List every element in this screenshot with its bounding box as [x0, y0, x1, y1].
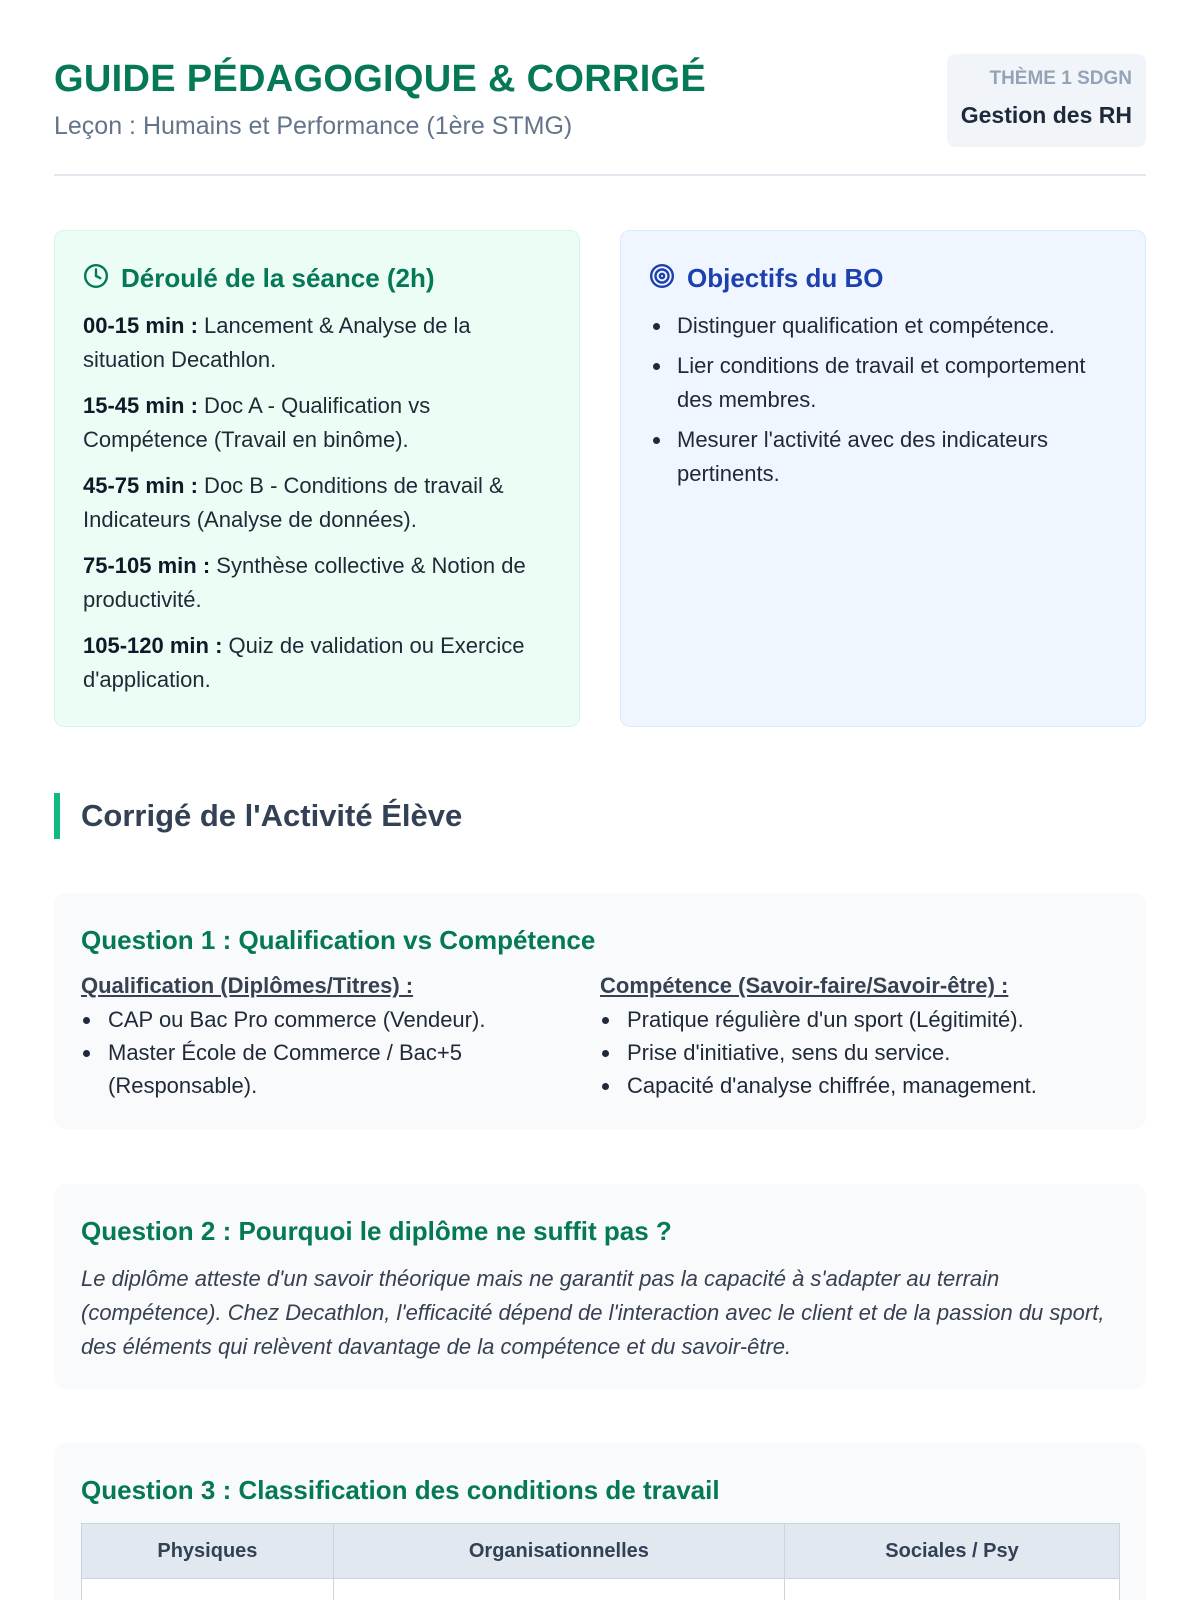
- table-header-cell: Organisationnelles: [333, 1524, 784, 1579]
- page-title: GUIDE PÉDAGOGIQUE & CORRIGÉ: [54, 58, 707, 100]
- schedule-card-header: [83, 261, 551, 295]
- theme-value: Gestion des RH: [960, 102, 1132, 128]
- schedule-time: 105-120 min :: [83, 633, 223, 658]
- schedule-item: [83, 469, 551, 537]
- schedule-text: Synthèse collective & Notion de productivité.: [83, 553, 526, 612]
- table-header-row: [82, 1524, 1120, 1579]
- info-cards: [54, 230, 1146, 727]
- schedule-list: [83, 309, 551, 697]
- table-cell: [82, 1579, 334, 1600]
- objectives-list: [649, 309, 1117, 491]
- competence-list: [600, 1003, 1119, 1102]
- question-1-columns: [81, 971, 1119, 1102]
- list-item: Pratique régulière d'un sport (Légitimité).: [600, 1003, 1119, 1036]
- page-subtitle: Leçon : Humains et Performance (1ère STMG): [54, 112, 573, 140]
- objectives-card-header: [649, 261, 1117, 295]
- schedule-item: [83, 389, 551, 457]
- schedule-card: [54, 230, 580, 727]
- list-item: Master École de Commerce / Bac+5 (Responsable).: [81, 1036, 600, 1102]
- clock-icon: [83, 263, 109, 294]
- qualification-list: [81, 1003, 600, 1102]
- list-item: Prise d'initiative, sens du service.: [600, 1036, 1119, 1069]
- schedule-card-title: Déroulé de la séance (2h): [121, 263, 435, 293]
- page-header: [54, 0, 1146, 176]
- section-title: Corrigé de l'Activité Élève: [81, 798, 463, 833]
- schedule-text: Lancement & Analyse de la situation Decathlon.: [83, 313, 471, 372]
- theme-badge: [947, 54, 1146, 147]
- schedule-item: [83, 629, 551, 697]
- conditions-table: [81, 1523, 1120, 1600]
- table-header-cell: Sociales / Psy: [785, 1524, 1120, 1579]
- schedule-item: [83, 309, 551, 377]
- question-2-card: [54, 1184, 1146, 1389]
- qualification-column: [81, 971, 600, 1102]
- theme-kicker: THÈME 1 SDGN: [989, 68, 1132, 89]
- schedule-text: Quiz de validation ou Exercice d'application.: [83, 633, 525, 692]
- table-header-cell: Physiques: [82, 1524, 334, 1579]
- table-row: [82, 1579, 1120, 1600]
- schedule-time: 00-15 min :: [83, 313, 198, 338]
- competence-column: [600, 971, 1119, 1102]
- schedule-text: Doc B - Conditions de travail & Indicateurs (Analyse de données).: [83, 473, 504, 532]
- objectives-card-title: Objectifs du BO: [687, 263, 884, 293]
- target-icon: [649, 263, 675, 294]
- table-cell: [333, 1579, 784, 1600]
- objective-item: Mesurer l'activité avec des indicateurs pertinents.: [649, 423, 1117, 491]
- list-item: Capacité d'analyse chiffrée, management.: [600, 1069, 1119, 1102]
- table-cell: [785, 1579, 1120, 1600]
- schedule-item: [83, 549, 551, 617]
- question-1-title: Question 1 : Qualification vs Compétence: [81, 925, 596, 955]
- list-item: CAP ou Bac Pro commerce (Vendeur).: [81, 1003, 600, 1036]
- objectives-card: [620, 230, 1146, 727]
- objective-item: Distinguer qualification et compétence.: [649, 309, 1117, 343]
- question-2-answer: Le diplôme atteste d'un savoir théorique mais ne garantit pas la capacité à s'adapter au terrain (compétence). Chez Decathlon, l'efficacité dépend de l'interaction avec le client et de la passion du sport, des éléments qui relèvent davantage de la compétence et du savoir-être.: [81, 1266, 1105, 1359]
- schedule-time: 45-75 min :: [83, 473, 198, 498]
- objective-item: Lier conditions de travail et comportement des membres.: [649, 349, 1117, 417]
- competence-heading: Compétence (Savoir-faire/Savoir-être) :: [600, 973, 1009, 998]
- question-2-title: Question 2 : Pourquoi le diplôme ne suffit pas ?: [81, 1216, 672, 1246]
- qualification-heading: Qualification (Diplômes/Titres) :: [81, 973, 414, 998]
- section-heading: [54, 793, 1146, 839]
- schedule-text: Doc A - Qualification vs Compétence (Travail en binôme).: [83, 393, 431, 452]
- question-1-card: [54, 893, 1146, 1129]
- question-3-title: Question 3 : Classification des conditions de travail: [81, 1475, 720, 1505]
- schedule-time: 75-105 min :: [83, 553, 211, 578]
- schedule-time: 15-45 min :: [83, 393, 198, 418]
- question-3-card: [54, 1443, 1146, 1600]
